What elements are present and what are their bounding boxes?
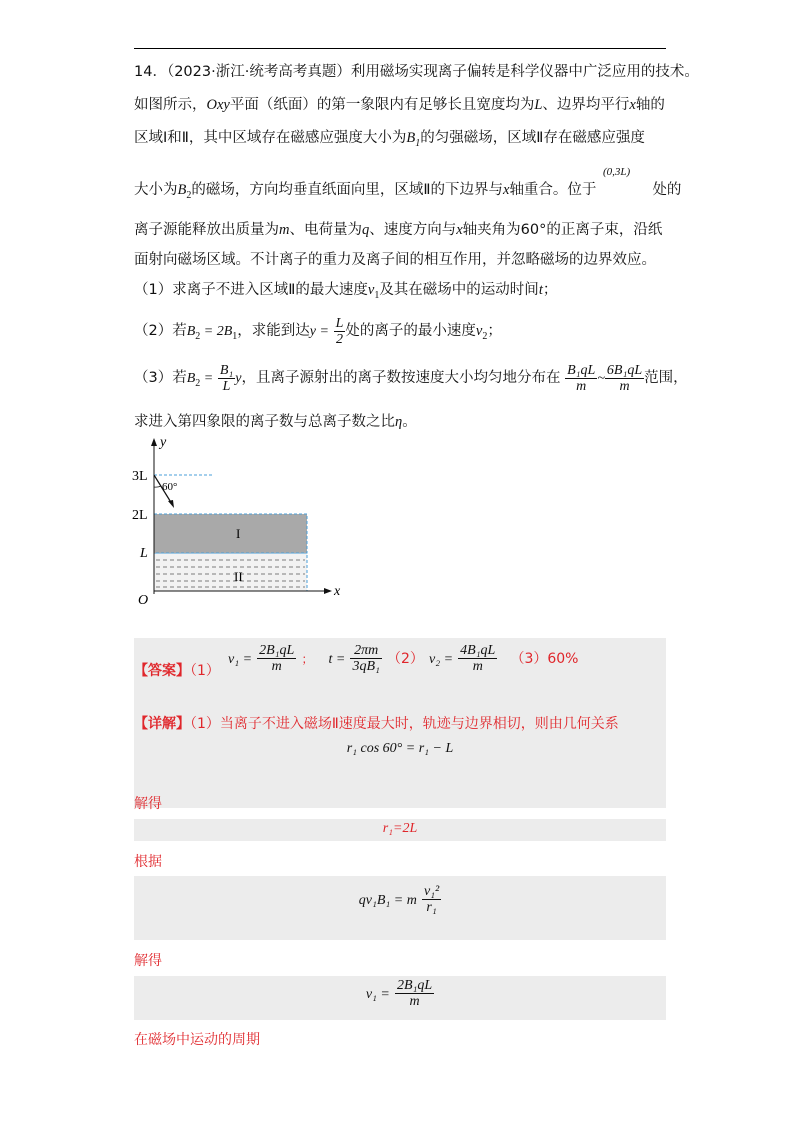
- region-2: [154, 553, 307, 591]
- detail-line: [134, 713, 619, 733]
- t: t: [538, 282, 543, 298]
- question-line-2: [134, 95, 665, 115]
- t: B: [186, 371, 196, 386]
- region-1: [154, 514, 307, 553]
- t: 1: [374, 289, 380, 301]
- y-axis-arrow: [151, 438, 157, 446]
- x-axis-label: x: [334, 584, 341, 599]
- part-3: [134, 358, 688, 404]
- eq-v1: [134, 978, 666, 1009]
- y-axis-label: y: [160, 435, 167, 450]
- t: v₁²: [423, 884, 440, 899]
- t: 2B₁qL: [259, 643, 295, 658]
- t: v₁ =: [228, 652, 253, 667]
- t: B: [177, 182, 187, 198]
- t: 的磁场，方向均垂直纸面向里，区域Ⅱ的下边界与: [191, 182, 503, 198]
- part-3-cont: [134, 412, 417, 432]
- question-line-1: [134, 62, 699, 82]
- t: 、电荷量为: [289, 222, 362, 238]
- step-period: 在磁场中运动的周期: [134, 1032, 260, 1048]
- eq4-fraction: [395, 978, 434, 1009]
- t: 范围，: [644, 370, 688, 386]
- question-line-3: [134, 128, 645, 154]
- t: ；: [301, 652, 314, 666]
- region-1-label: I: [236, 526, 241, 541]
- t: 1: [415, 137, 421, 149]
- question-line-5: [134, 220, 662, 240]
- t: m: [576, 378, 587, 394]
- question-source: （2023·浙江·统考高考真题）: [166, 64, 351, 80]
- t: 轴重合。位于: [509, 182, 597, 198]
- t: B: [186, 324, 196, 339]
- t: x: [456, 222, 463, 238]
- t: （3）60%: [510, 651, 579, 667]
- question-text-1: 利用磁场实现离子偏转是科学仪器中广泛应用的技术。: [350, 64, 699, 80]
- answer-v1-fraction: [257, 643, 296, 674]
- t: B₁: [219, 362, 234, 378]
- t: v₂ =: [429, 652, 454, 667]
- question-line-4: [134, 180, 681, 206]
- t: 大小为: [134, 182, 178, 198]
- t: r₁: [426, 900, 437, 915]
- step-according: 根据: [134, 854, 162, 870]
- fraction-b1-over-l: [218, 363, 235, 394]
- origin-label: O: [138, 593, 149, 608]
- part-2: [134, 312, 502, 356]
- question-number: 14．: [134, 64, 167, 80]
- t: x: [629, 97, 636, 113]
- angle-label: 60°: [162, 481, 178, 493]
- fraction-max-speed: [605, 363, 644, 394]
- t: B: [406, 130, 416, 146]
- answer-v2-fraction: [458, 643, 497, 674]
- t: 轴的: [635, 97, 665, 113]
- t: 如图所示，: [134, 97, 207, 113]
- t: 、边界均平行: [542, 97, 630, 113]
- t: v: [475, 323, 483, 339]
- t: m: [619, 378, 630, 394]
- t: 2: [482, 330, 488, 342]
- t: 离子源能释放出质量为: [134, 222, 279, 238]
- t: 6B₁qL: [606, 362, 643, 378]
- t: 2: [195, 377, 201, 389]
- top-rule: [134, 48, 666, 49]
- t: =: [200, 371, 214, 386]
- t: ；: [542, 282, 558, 298]
- part-1: [134, 280, 557, 306]
- t: 2: [195, 330, 201, 342]
- eq-force: [134, 884, 666, 915]
- question-line-6: 面射向磁场区域。不计离子的重力及离子间的相互作用，并忽略磁场的边界效应。: [134, 252, 656, 268]
- t: ；: [487, 323, 502, 339]
- t: （1）: [190, 663, 220, 679]
- t: ，求能到达: [237, 323, 310, 339]
- ion-beam-arrowhead: [168, 500, 174, 508]
- t: m: [271, 659, 282, 674]
- t: 平面（纸面）的第一象限内有足够长且宽度均为: [229, 97, 535, 113]
- t: m: [279, 222, 290, 238]
- t: t =: [328, 652, 346, 667]
- step-solve-2: 解得: [134, 953, 162, 969]
- t: η: [395, 414, 403, 430]
- t: v₁ =: [365, 987, 390, 1002]
- fraction-l-over-2: [334, 316, 346, 347]
- t: 、速度方向与: [369, 222, 457, 238]
- t: B₁qL: [567, 362, 596, 378]
- coord-label: (0,3L): [603, 166, 631, 178]
- t: 2B₁qL: [396, 978, 433, 993]
- t: 3qB₁: [352, 659, 380, 674]
- t: y: [235, 371, 242, 386]
- eq3-fraction: [422, 884, 441, 915]
- t: L: [222, 378, 231, 394]
- t: 2πm: [350, 643, 381, 659]
- step-solve-1: 解得: [134, 796, 162, 812]
- x-axis-arrow: [324, 588, 332, 594]
- t: m: [409, 994, 420, 1009]
- t: （2）若: [134, 323, 187, 339]
- fraction-min-speed: [565, 363, 597, 394]
- t: 4B₁qL: [460, 643, 496, 658]
- t: = 2B: [200, 324, 233, 339]
- eq-r1: r₁=2L: [382, 821, 418, 836]
- answer-formulas: [228, 643, 578, 674]
- t: 轴夹角为60°的正离子束，沿纸: [462, 222, 663, 238]
- t: 处的: [652, 182, 682, 198]
- t: y =: [309, 324, 329, 339]
- t: ，且离子源射出的离子数按速度大小均匀地分布在: [241, 370, 561, 386]
- magnetic-field-figure: [130, 434, 360, 614]
- t: 2: [186, 189, 192, 201]
- t: Oxy: [206, 97, 230, 113]
- t: 求进入第四象限的离子数与总离子数之比: [134, 414, 395, 430]
- t: 的匀强磁场，区域Ⅱ存在磁感应强度: [420, 130, 645, 146]
- t: （1）求离子不进入区域Ⅱ的最大速度: [134, 282, 368, 298]
- detail-eq1: r₁ cos 60° = r₁ − L: [346, 741, 454, 756]
- t: m: [472, 659, 483, 674]
- tick-3l: 3L: [132, 469, 148, 484]
- angle-arc: [154, 486, 161, 487]
- answer-tag: 【答案】: [134, 663, 190, 679]
- t: 2: [335, 331, 343, 347]
- t: x: [503, 182, 510, 198]
- t: ~: [597, 371, 605, 386]
- tick-2l: 2L: [132, 508, 148, 523]
- detail-tag: 【详解】: [134, 716, 190, 732]
- t: 区域Ⅰ和Ⅱ，其中区域存在磁感应强度大小为: [134, 130, 407, 146]
- region-2-label: II: [234, 569, 243, 584]
- t: 1: [232, 330, 238, 342]
- t: 。: [402, 414, 417, 430]
- answer-line: [134, 661, 220, 681]
- t: v: [367, 282, 375, 298]
- t: （2）: [387, 651, 424, 667]
- t: 处的离子的最小速度: [345, 323, 476, 339]
- t: L: [534, 97, 543, 113]
- t: 及其在磁场中的运动时间: [379, 282, 539, 298]
- t: q: [361, 222, 370, 238]
- tick-l: L: [140, 546, 148, 561]
- answer-t-fraction: [350, 643, 381, 674]
- t: L: [335, 315, 344, 331]
- t: （3）若: [134, 370, 187, 386]
- t: qv₁B₁ = m: [358, 893, 417, 908]
- t: （1）当离子不进入磁场Ⅱ速度最大时，轨迹与边界相切，则由几何关系: [190, 716, 619, 732]
